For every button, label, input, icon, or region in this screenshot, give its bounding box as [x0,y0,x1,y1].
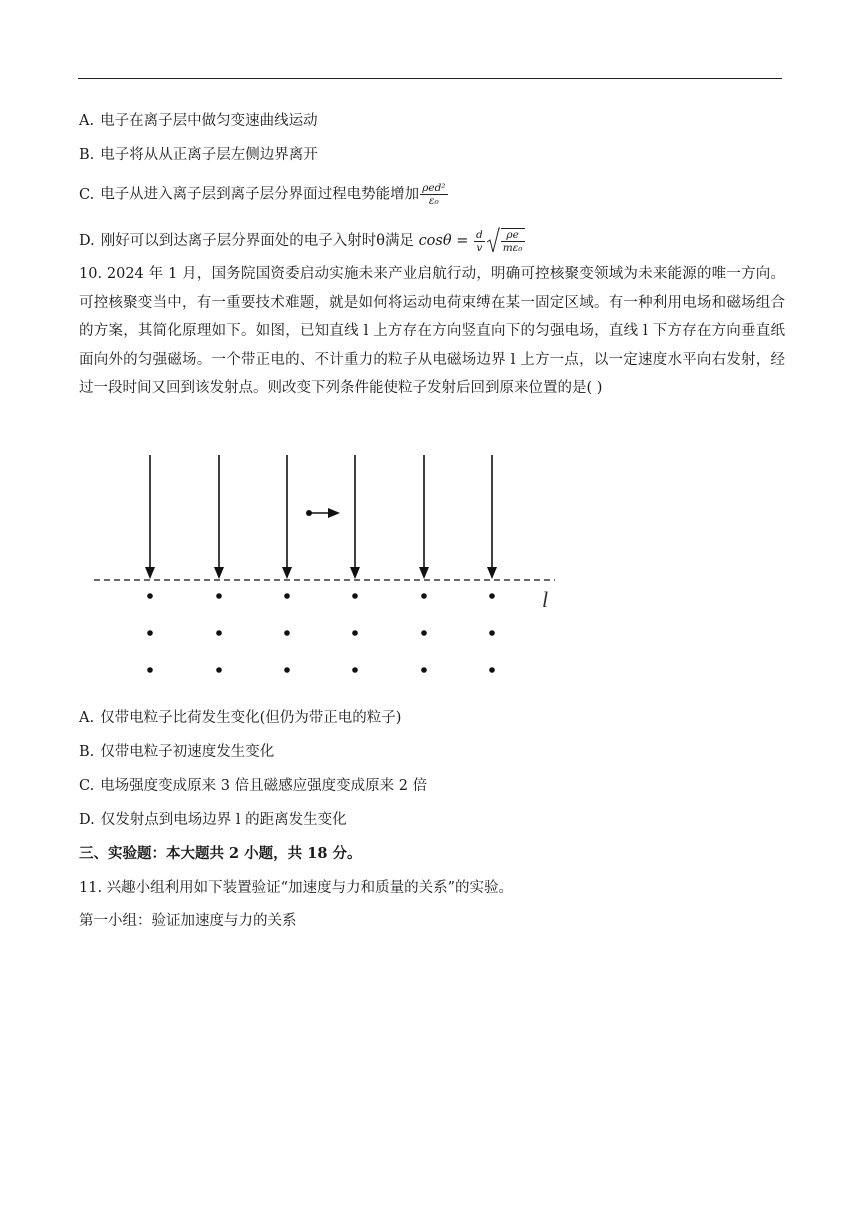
header-rule [78,78,782,79]
arrow-head [487,567,497,579]
q11-group1: 第一小组：验证加速度与力的关系 [79,913,297,929]
field-dot [352,630,358,636]
arrow-head [350,567,360,579]
option-letter: D. [79,812,95,828]
arrow-head [419,567,429,579]
q10-stem: 10. 2024 年 1 月，国务院国资委启动实施未来产业启航行动，明确可控核聚变领域为未来能源的唯一方向。可控核聚变当中，有一重要技术难题，就是如何将运动电荷束缚在某一固定区域。有一种利用电场和磁场组合的方案，其简化原理如下。如图，已知直线 l 上方存在方向竖直向下的匀强电场，直线 l 下方存在方向垂直纸面向外的匀强磁场。一个带正电的、不计重力的粒子从电磁场边界 l 上方一点，以一定速度水平向右发射，经过一段时间又回到该发射点。则改变下列条件能使粒子发射后回到原来位置的是( ) [79,266,785,396]
fraction-numerator: ρe [501,229,525,242]
q10-option-d [79,810,347,830]
fraction-denominator: v [476,241,483,254]
field-dot [284,593,290,599]
charged-particle [306,508,340,518]
q9-option-d [79,226,526,256]
option-text: 仅发射点到电场边界 l 的距离发生变化 [100,812,347,828]
field-dot [284,667,290,673]
option-text: 电子从进入离子层到离子层分界面过程电势能增加 [100,186,420,203]
option-text: 电场强度变成原来 3 倍且磁感应强度变成原来 2 倍 [100,778,428,794]
field-diagram [90,450,570,690]
arrow-head [214,567,224,579]
q10-option-c [79,776,427,796]
fraction-denominator: ε₀ [428,195,439,207]
field-dot [489,593,495,599]
q11-stem: 11. 兴趣小组利用如下装置验证“加速度与力和质量的关系”的实验。 [79,880,513,896]
option-text: 刚好可以到达离子层分界面处的电子入射时θ满足 [100,233,414,249]
formula-fraction [501,228,525,254]
option-letter: B. [79,147,95,163]
field-dot [147,667,153,673]
field-dot [216,593,222,599]
q9-option-a [79,111,318,131]
q10-option-a [79,708,401,728]
arrow-head [145,567,155,579]
option-letter: C. [79,778,95,794]
arrow-head [282,567,292,579]
section-heading: 三、实验题：本大题共 2 小题，共 18 分。 [79,845,362,862]
field-dot [489,630,495,636]
field-dot [284,630,290,636]
sqrt-symbol [486,226,500,256]
field-dot [421,593,427,599]
field-dot [352,593,358,599]
option-text: 电子将从从正离子层左侧边界离开 [100,147,318,163]
option-letter: A. [79,113,95,129]
field-dot [147,593,153,599]
q9-option-b [79,145,318,165]
field-dot [421,630,427,636]
q10-option-b [79,742,274,762]
magnetic-field-dots [147,593,495,673]
electric-field-arrows [145,455,497,579]
field-dot [352,667,358,673]
radical-sign [486,226,500,256]
fraction-numerator: d [475,228,483,241]
field-dot [216,630,222,636]
option-letter: C. [79,186,95,203]
field-dot [147,630,153,636]
formula-fraction [420,182,447,207]
q9-option-c [79,182,449,207]
option-letter: A. [79,710,95,726]
boundary-label: l [542,587,549,612]
fraction-numerator: ρed² [422,182,446,194]
field-dot [216,667,222,673]
option-text: 电子在离子层中做匀变速曲线运动 [100,113,318,129]
fraction-denominator: mε₀ [502,242,523,254]
cos-expression: cosθ = [418,233,469,249]
option-text: 仅带电粒子初速度发生变化 [100,744,275,760]
field-dot [421,667,427,673]
option-letter: B. [79,744,95,760]
option-text: 仅带电粒子比荷发生变化(但仍为带正电的粒子) [100,710,402,726]
option-letter: D. [79,233,95,249]
formula-fraction [474,229,485,254]
field-dot [489,667,495,673]
arrow-head [328,508,340,518]
